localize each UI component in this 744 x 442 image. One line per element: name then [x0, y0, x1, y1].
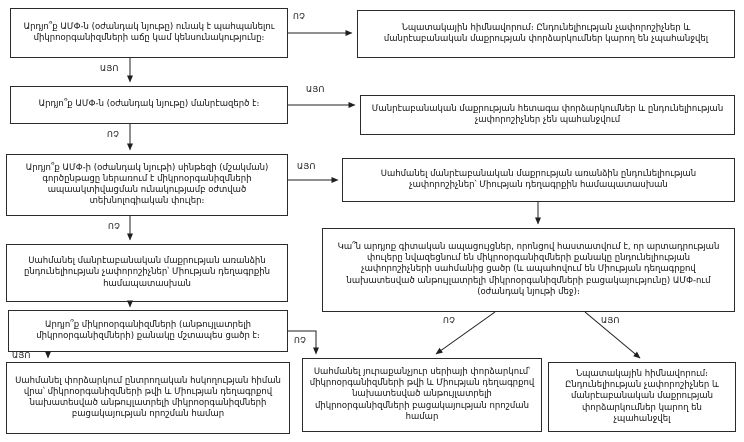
branch-label-no-support: ՈՉ: [293, 12, 306, 21]
node-question-sterile-text: Արդյո՞ք ԱՄՓ-ն (օժանդակ նյութը) մանրէազերծ է։: [38, 99, 260, 110]
node-justification-top-text: Նպատակային հիմնավորում։ Ընդունելիության չափորոշիչներ և մանրէաբանական մաքրության փորձարկումներ կարող են չպահանջվել: [383, 22, 709, 44]
node-set-criteria-right-text: Սահմանել մանրէաբանական մաքրության առանձին ընդունելիության չափորոշիչներ՝ Միության դեղագրքին համապատասխան: [380, 168, 697, 190]
node-question-supports-growth-text: Արդյո՞ք ԱՄՓ-ն (օժանդակ նյութը) ունակ է պահպանելու միկրոօրգանիզմների աճը կամ կենսունակությունը։: [23, 21, 275, 43]
node-skip-lot-testing: [6, 362, 290, 434]
node-question-supports-growth: [10, 8, 288, 58]
branch-label-yes-sterile: ԱՅՈ: [306, 85, 325, 94]
node-justification-bottom-text: Նպատակային հիմնավորում։ Ընդունելիության չափորոշիչներ և մանրէաբանական մաքրության փորձարկումներ կարող են չպահանջվել: [565, 369, 719, 424]
node-set-criteria-left-text: Սահմանել մանրէաբանական մաքրության առանձին ընդունելիության չափորոշիչներ՝ Միության դեղագրքին համապատասխան: [23, 256, 271, 289]
node-no-further-tests-text: Մանրէաբանական մաքրության հետագա փորձարկումներ և ընդունելիության չափորոշիչներ չեն պահանջվում: [371, 103, 724, 125]
node-justification-bottom: [548, 362, 736, 432]
node-justification-top: [357, 10, 735, 58]
branch-label-no-low-count: ՈՉ: [294, 336, 307, 345]
branch-label-yes-low-count: ԱՅՈ: [12, 351, 31, 360]
branch-label-no-inactivation: ՈՉ: [108, 222, 121, 231]
node-no-further-tests: [360, 95, 735, 135]
branch-label-yes-support: ԱՅՈ: [100, 64, 119, 73]
node-question-inactivation-steps-text: Արդյո՞ք ԱՄՓ-ի (օժանդակ նյութի) սինթեզի (մշակման) գործընթացը ներառում է միկրոօրգանիզմների ապաակտիվացման ունակությամբ օժտված տեխնոլոգիական փուլեր։: [25, 162, 269, 207]
node-question-scientific-evidence: [322, 228, 735, 312]
node-each-batch-testing: [302, 358, 542, 432]
node-question-count-consistently-low: [8, 310, 288, 352]
branch-label-no-sterile: ՈՉ: [107, 130, 120, 139]
branch-label-yes-inactivation: ԱՅՈ: [297, 162, 316, 171]
node-question-scientific-evidence-text: Կա՞ն արդյոք գիտական ապացույցներ, որոնցով հաստատվում է, որ արտադրության փուլերը նվազեցնում են միկրոօրգանիզմների քանակը ընդունելիության չափորոշիչների սահմանից ցածր (և ապահովում են Միության դեղագրքով նախատեսված անթույլատրելի միկրոօրգանիզմների բացակայությունը) ԱՄՓ-ում (օժանդակ նյութի մեջ)։: [337, 242, 720, 297]
node-question-count-consistently-low-text: Արդյո՞ք միկրոօրգանիզմների (անթույլատրելի միկրոօրգանիզմների) քանակը մշտապես ցածր է։: [36, 319, 260, 341]
node-each-batch-testing-text: Սահմանել յուրաքանչյուր սերիայի փորձարկում՝ միկրոօրգանիզմների թվի և Միության դեղագրքով նախատեսված անթույլատրելի միկրոօրգանիզմների բացակայության որոշման համար: [309, 367, 535, 422]
node-skip-lot-testing-text: Սահմանել փորձարկում ընտրողական հսկողության հիման վրա՝ միկրոօրգանիզմների թվի և Միության դեղագրքով նախատեսված անթույլատրելի միկրոօրգանիզմների բացակայության որոշման համար: [15, 375, 281, 420]
node-set-criteria-right: [342, 158, 735, 202]
node-question-inactivation-steps: [6, 154, 288, 216]
node-question-sterile: [10, 86, 288, 124]
branch-label-no-evidence: ՈՉ: [443, 316, 456, 325]
branch-label-yes-evidence: ԱՅՈ: [601, 316, 620, 325]
node-set-criteria-left: [6, 244, 288, 302]
